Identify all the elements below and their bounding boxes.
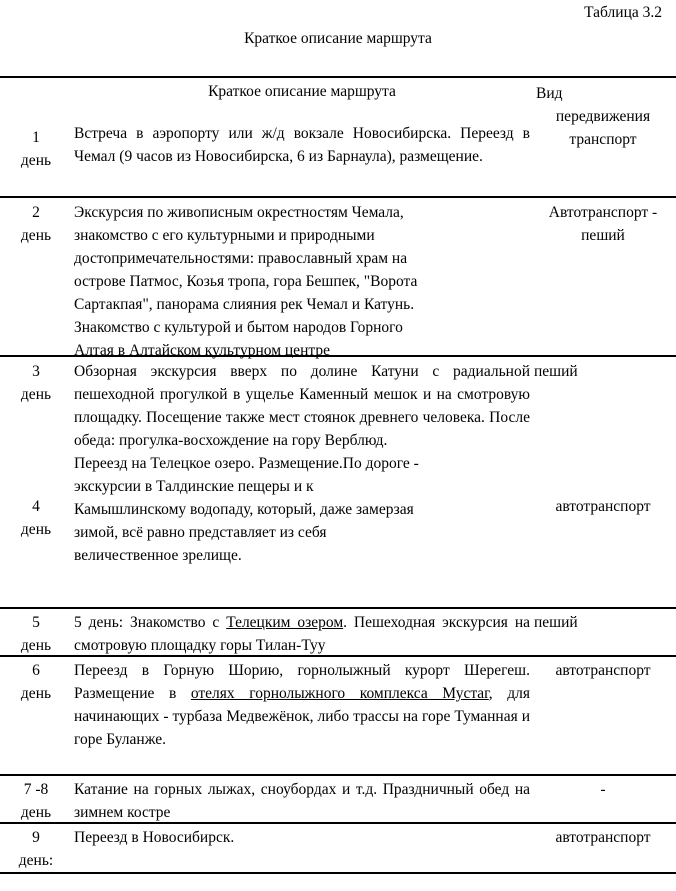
day-description-line: Переезд на Телецкое озеро. Размещение.По дороге - bbox=[74, 455, 419, 472]
table-caption: Краткое описание маршрута bbox=[244, 30, 432, 47]
table-row-day6 bbox=[0, 657, 676, 776]
transport-cell bbox=[530, 776, 676, 822]
transport-value: - bbox=[600, 781, 606, 798]
day-label: день bbox=[20, 386, 52, 403]
day-label: день bbox=[20, 637, 52, 654]
day-cell bbox=[0, 609, 72, 655]
telecko-lake-link[interactable]: Телецким озером bbox=[226, 614, 344, 631]
description-cell bbox=[72, 776, 530, 822]
description-cell bbox=[72, 198, 530, 359]
description-cell bbox=[72, 824, 530, 872]
day-description-line: экскурсии в Талдинские пещеры и к bbox=[74, 478, 314, 495]
day-description-line: знакомство с его культурными и природными bbox=[74, 227, 375, 244]
day-label: день bbox=[20, 804, 52, 821]
day-description-line: Экскурсия по живописным окрестностям Чемала, bbox=[74, 204, 404, 221]
day-number: 7 -8 bbox=[23, 781, 49, 798]
day-number: 9 bbox=[32, 829, 40, 846]
column-header-description: Краткое описание маршрута bbox=[208, 83, 396, 100]
table-row-header-day1 bbox=[0, 78, 676, 198]
mustag-hotels-link[interactable]: отелях горнолыжного комплекса Мустаг bbox=[190, 685, 489, 702]
description-cell bbox=[72, 609, 530, 655]
day-number: 4 bbox=[32, 498, 40, 515]
day-description-line: Знакомство с культурой и бытом народов Горного bbox=[74, 319, 403, 336]
transport-value: Автотранспорт - пеший bbox=[548, 204, 658, 244]
column-header-transport-line3: транспорт bbox=[569, 131, 637, 148]
day-label: день bbox=[20, 227, 52, 244]
day-cell bbox=[0, 198, 72, 355]
day-description-line: Алтая в Алтайском культурном центре bbox=[74, 342, 330, 359]
day-number: 5 bbox=[32, 614, 40, 631]
day-description-line: достопримечательностями: православный храм на bbox=[74, 250, 408, 267]
day-description-text: Переезд в Горную Шорию, горнолыжный курорт Шерегеш. Размещение в bbox=[74, 662, 530, 702]
table-row-day9 bbox=[0, 824, 676, 872]
day-label: день: bbox=[18, 852, 54, 869]
day-number: 2 bbox=[32, 204, 40, 221]
day-description-text: . Пешеходная экскурсия на смотровую площадку горы Тилан-Туу bbox=[74, 614, 530, 654]
description-cell bbox=[72, 78, 530, 196]
description-cell bbox=[72, 657, 530, 774]
day4-description bbox=[74, 452, 530, 567]
table-row-day7-8 bbox=[0, 776, 676, 824]
day4-cell bbox=[0, 495, 72, 541]
day-number: 3 bbox=[32, 363, 40, 380]
day-description-line: острове Патмос, Козья тропа, гора Бешпек, "Ворота bbox=[74, 273, 418, 290]
day-label: день bbox=[20, 521, 52, 538]
day-number: 6 bbox=[32, 662, 40, 679]
transport-value: автотранспорт bbox=[555, 829, 651, 846]
day-cell bbox=[0, 357, 72, 607]
column-header-transport-line1: Вид bbox=[536, 85, 563, 102]
day-number: 1 bbox=[32, 129, 40, 146]
day-description-text: 5 день: Знакомство с bbox=[74, 614, 227, 631]
table-number: Таблица 3.2 bbox=[584, 4, 662, 21]
day-cell bbox=[0, 657, 72, 774]
description-cell bbox=[72, 357, 530, 607]
day-description: Катание на горных лыжах, сноубордах и т.д. Праздничный обед на зимнем костре bbox=[74, 781, 530, 821]
day-label: день bbox=[20, 152, 52, 169]
transport-cell bbox=[530, 657, 676, 774]
day-description-line: величественное зрелище. bbox=[74, 547, 242, 564]
route-table bbox=[0, 76, 676, 874]
transport-value-day4: автотранспорт bbox=[555, 498, 651, 515]
transport-header-cell bbox=[530, 78, 676, 196]
day-description: Встреча в аэропорту или ж/д вокзале Новосибирска. Переезд в Чемал (9 часов из Новосибирска, 6 из Барнаула), размещение. bbox=[74, 125, 530, 165]
table-row-day5 bbox=[0, 609, 676, 657]
table-row-day2 bbox=[0, 198, 676, 357]
day-cell bbox=[0, 776, 72, 822]
transport-value: пеший bbox=[534, 614, 578, 631]
transport-cell bbox=[530, 357, 676, 607]
day-description: Переезд в Новосибирск. bbox=[74, 829, 235, 846]
day-label: день bbox=[20, 685, 52, 702]
day-cell bbox=[0, 78, 72, 196]
transport-value: пеший bbox=[534, 363, 578, 380]
day-description-text: , для начинающих - турбаза Медвежёнок, либо трассы на горе Туманная и горе Буланже. bbox=[74, 685, 530, 748]
column-header-transport-line2: передвижения bbox=[555, 108, 651, 125]
day-description-line: Камышлинскому водопаду, который, даже замерзая bbox=[74, 501, 414, 518]
transport-value: автотранспорт bbox=[555, 662, 651, 679]
day-description: Обзорная экскурсия вверх по долине Катуни с радиальной пешеходной прогулкой в ущелье Каменный мешок и на смотровую площадку. Посещение также мест стоянок древнего человека. После обеда: прогулка-восхождение на гору Верблюд. bbox=[74, 363, 530, 449]
transport-cell bbox=[530, 824, 676, 872]
day-description-line: Сартакпая", панорама слияния рек Чемал и Катунь. bbox=[74, 296, 415, 313]
day-cell bbox=[0, 824, 72, 872]
day-description-line: зимой, всё равно представляет из себя bbox=[74, 524, 327, 541]
transport-cell bbox=[530, 198, 676, 355]
table-row-day3-day4 bbox=[0, 357, 676, 609]
transport-cell bbox=[530, 609, 676, 655]
